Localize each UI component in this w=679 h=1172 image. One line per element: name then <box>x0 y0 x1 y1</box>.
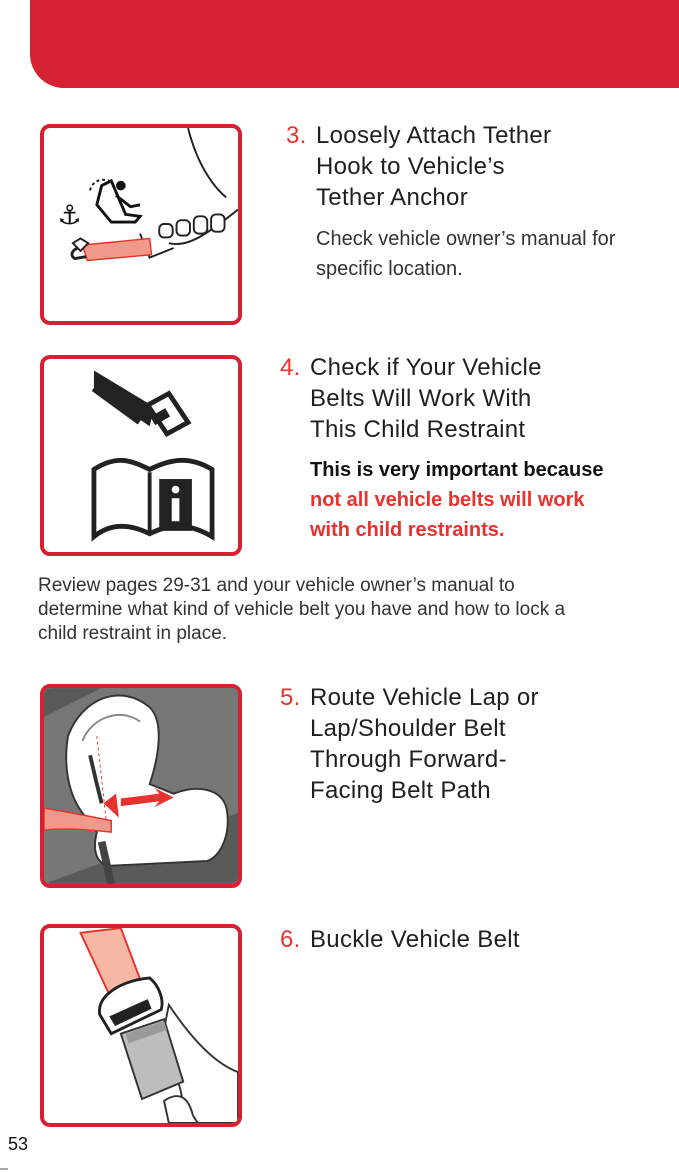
step-number: 6. <box>280 926 301 953</box>
step-5-heading <box>280 682 539 806</box>
step-6-illustration <box>40 924 242 1127</box>
review-paragraph <box>38 574 638 646</box>
step-4-illustration <box>40 355 242 556</box>
review-line: determine what kind of vehicle belt you have and how to lock a <box>38 599 566 620</box>
svg-text:⚓: ⚓ <box>57 200 82 232</box>
belt-and-manual-icon <box>44 359 238 552</box>
step-title-line: Loosely Attach Tether <box>316 122 552 149</box>
page-number: 53 <box>8 1134 29 1154</box>
body-line-warning: not all vehicle belts will work <box>310 489 585 511</box>
step-title-line: Hook to Vehicle’s <box>316 153 505 180</box>
body-line: This is very important because <box>310 459 604 481</box>
belt-path-icon <box>44 688 238 884</box>
step-title-line: Through Forward- <box>310 746 507 773</box>
step-title-line: Check if Your Vehicle <box>310 354 542 381</box>
tether-anchor-icon <box>44 128 238 321</box>
step-number: 4. <box>280 354 301 381</box>
step-title-line: Facing Belt Path <box>310 777 491 804</box>
header-bar <box>30 0 679 88</box>
step-number: 5. <box>280 684 301 711</box>
step-title-line: Belts Will Work With <box>310 385 532 412</box>
step-title-line: This Child Restraint <box>310 416 526 443</box>
step-5-illustration <box>40 684 242 888</box>
body-line: specific location. <box>316 258 463 280</box>
step-3-heading <box>286 120 552 213</box>
step-title-line: Lap/Shoulder Belt <box>310 715 506 742</box>
review-line: child restraint in place. <box>38 623 228 644</box>
body-line: Check vehicle owner’s manual for <box>316 228 616 250</box>
step-4-heading <box>280 352 542 445</box>
step-number: 3. <box>286 122 307 149</box>
step-title-line: Route Vehicle Lap or <box>310 684 539 711</box>
review-line: Review pages 29-31 and your vehicle owner’s manual to <box>38 575 515 596</box>
body-line-warning: with child restraints. <box>310 519 505 541</box>
step-6-heading <box>280 924 520 955</box>
buckle-icon <box>44 928 238 1123</box>
footer-mark <box>0 1168 8 1170</box>
step-3-body <box>316 224 646 284</box>
step-4-body <box>310 455 650 545</box>
step-title-line: Buckle Vehicle Belt <box>310 926 520 953</box>
step-3-illustration <box>40 124 242 325</box>
step-title-line: Tether Anchor <box>316 184 468 211</box>
